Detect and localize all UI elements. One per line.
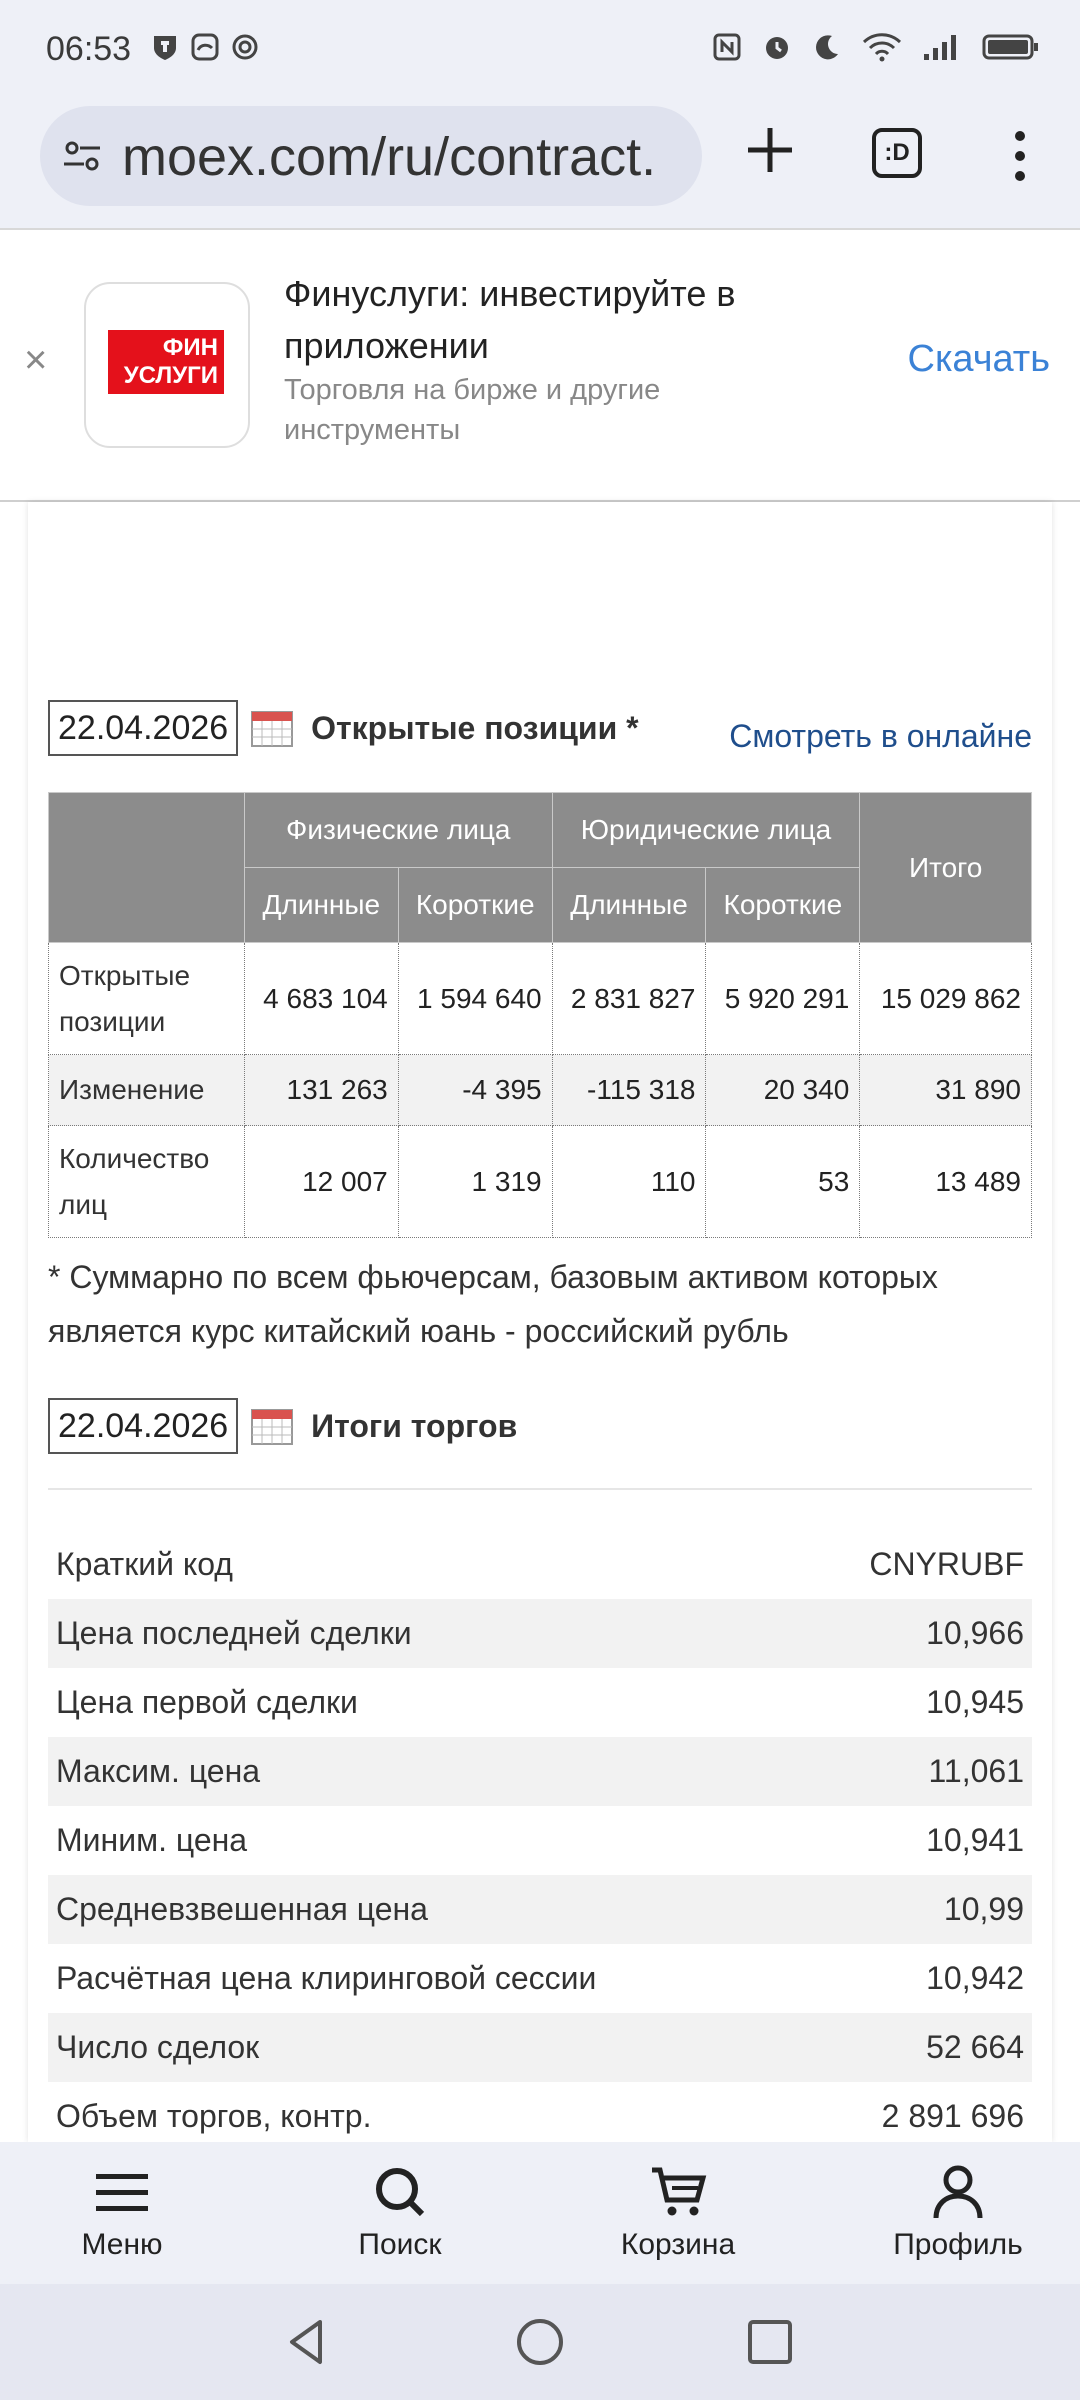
table-cell: 20 340: [706, 1055, 860, 1126]
app-logo: [84, 282, 250, 448]
wifi-icon: [862, 32, 902, 62]
hamburger-icon: [92, 2164, 152, 2220]
table-cell: 1 319: [398, 1126, 552, 1238]
table-cell: -4 395: [398, 1055, 552, 1126]
table-cell: 131 263: [244, 1055, 398, 1126]
calendar-icon[interactable]: [251, 1407, 293, 1445]
list-item: [48, 1668, 1032, 1737]
address-bar[interactable]: [40, 106, 702, 206]
item-value: 2 891 696: [881, 2098, 1024, 2134]
nav-item-cart[interactable]: [578, 2164, 778, 2262]
nav-label: Корзина: [620, 2228, 736, 2261]
header-legal-entities: Юридические лица: [552, 793, 860, 868]
table-cell: 5 920 291: [706, 943, 860, 1055]
table-cell: 13 489: [860, 1126, 1032, 1238]
open-positions-footnote: * Суммарно по всем фьючерсам, базовым активом которых является курс китайский юань - российский рубль: [48, 1259, 938, 1349]
home-icon[interactable]: [512, 2314, 568, 2370]
nav-label: Профиль: [893, 2228, 1023, 2261]
table-cell: -115 318: [552, 1055, 706, 1126]
nav-label: Меню: [81, 2228, 163, 2261]
profile-icon: [928, 2164, 988, 2220]
item-value: 10,941: [926, 1822, 1024, 1858]
view-online-link[interactable]: Смотреть в онлайне: [729, 718, 1032, 754]
table-cell: 4 683 104: [244, 943, 398, 1055]
item-value: 10,99: [943, 1891, 1024, 1927]
list-item: [48, 1737, 1032, 1806]
alarm-icon: [762, 32, 792, 62]
item-label: Расчётная цена клиринговой сессии: [56, 1960, 597, 1996]
app-logo-mark: ФИН УСЛУГИ: [108, 330, 224, 394]
open-positions-title: Открытые позиции *: [311, 709, 639, 746]
trading-results-list: [48, 1530, 1032, 2151]
promo-title: Финуслуги: инвестируйте в приложении: [284, 273, 736, 366]
tabs-icon[interactable]: [872, 128, 922, 178]
item-label: Цена последней сделки: [56, 1615, 412, 1651]
nfc-icon: [712, 32, 742, 62]
table-cell: 31 890: [860, 1055, 1032, 1126]
table-cell: 12 007: [244, 1126, 398, 1238]
calendar-icon[interactable]: [251, 709, 293, 747]
table-cell: 1 594 640: [398, 943, 552, 1055]
moon-icon: [812, 32, 842, 62]
trading-results-title: Итоги торгов: [311, 1407, 518, 1444]
nav-label: Поиск: [358, 2228, 442, 2261]
item-label: Число сделок: [56, 2029, 260, 2065]
item-label: Цена первой сделки: [56, 1684, 358, 1720]
item-label: Краткий код: [56, 1546, 233, 1582]
item-label: Максим. цена: [56, 1753, 261, 1789]
nav-item-search[interactable]: [300, 2164, 500, 2262]
page-content: [28, 502, 1052, 2142]
date-picker-open-positions[interactable]: 22.04.2026: [48, 700, 238, 756]
header-short: Короткие: [706, 868, 860, 943]
url-text[interactable]: moex.com/ru/contract.: [122, 127, 657, 187]
app-promo-banner: [0, 230, 1080, 502]
item-label: Средневзвешенная цена: [56, 1891, 428, 1927]
list-item: [48, 1599, 1032, 1668]
table-cell: 110: [552, 1126, 706, 1238]
header-long: Длинные: [552, 868, 706, 943]
browser-toolbar: [0, 100, 1080, 228]
row-label: Изменение: [49, 1055, 245, 1126]
table-row: [49, 1055, 1032, 1126]
item-label: Объем торгов, контр.: [56, 2098, 372, 2134]
download-button[interactable]: Скачать: [907, 338, 1050, 380]
item-value: 10,966: [926, 1615, 1024, 1651]
nav-item-profile[interactable]: [858, 2164, 1058, 2262]
row-label: Количество лиц: [49, 1126, 245, 1238]
battery-icon: [982, 32, 1040, 62]
system-navigation-bar: [0, 2284, 1080, 2400]
recents-icon[interactable]: [742, 2314, 798, 2370]
header-total: Итого: [860, 793, 1032, 943]
bottom-navigation: [0, 2142, 1080, 2284]
status-time: 06:53: [46, 30, 132, 68]
open-positions-table: [48, 792, 1032, 1238]
open-positions-header: [48, 700, 1032, 780]
list-item: [48, 1944, 1032, 2013]
at-icon: [230, 32, 260, 62]
nav-item-menu[interactable]: [22, 2164, 222, 2262]
table-row: [49, 1126, 1032, 1238]
table-cell: 2 831 827: [552, 943, 706, 1055]
item-value: 11,061: [928, 1753, 1024, 1789]
item-value: CNYRUBF: [869, 1546, 1024, 1582]
search-icon: [370, 2164, 430, 2220]
item-value: 52 664: [926, 2029, 1024, 2065]
cart-icon: [648, 2164, 708, 2220]
list-item: [48, 2013, 1032, 2082]
menu-dots-icon[interactable]: [1008, 128, 1032, 184]
row-label: Открытые позиции: [49, 943, 245, 1055]
list-item: [48, 1530, 1032, 1599]
messenger-icon: [190, 32, 220, 62]
header-individuals: Физические лица: [244, 793, 552, 868]
promo-close-button[interactable]: ×: [24, 338, 48, 382]
date-picker-trading-results[interactable]: 22.04.2026: [48, 1398, 238, 1454]
tabs-count-label: :D: [884, 139, 910, 166]
list-item: [48, 1875, 1032, 1944]
section-divider: [48, 1488, 1032, 1490]
shield-icon: [150, 32, 180, 62]
table-header-empty: [49, 793, 245, 943]
back-icon[interactable]: [280, 2314, 336, 2370]
item-value: 10,942: [926, 1960, 1024, 1996]
status-bar: [0, 0, 1080, 100]
signal-icon: [922, 32, 962, 62]
header-long: Длинные: [244, 868, 398, 943]
table-row: [49, 943, 1032, 1055]
item-label: Миним. цена: [56, 1822, 248, 1858]
open-positions-table-wrap: [48, 792, 1032, 1238]
promo-subtitle: Торговля на бирже и другие инструменты: [284, 374, 661, 446]
table-cell: 53: [706, 1126, 860, 1238]
new-tab-icon[interactable]: [740, 120, 800, 180]
list-item: [48, 1806, 1032, 1875]
table-cell: 15 029 862: [860, 943, 1032, 1055]
trading-results-header: [48, 1398, 1032, 1468]
item-value: 10,945: [926, 1684, 1024, 1720]
list-item: [48, 2082, 1032, 2151]
tune-icon[interactable]: [62, 136, 102, 176]
header-short: Короткие: [398, 868, 552, 943]
